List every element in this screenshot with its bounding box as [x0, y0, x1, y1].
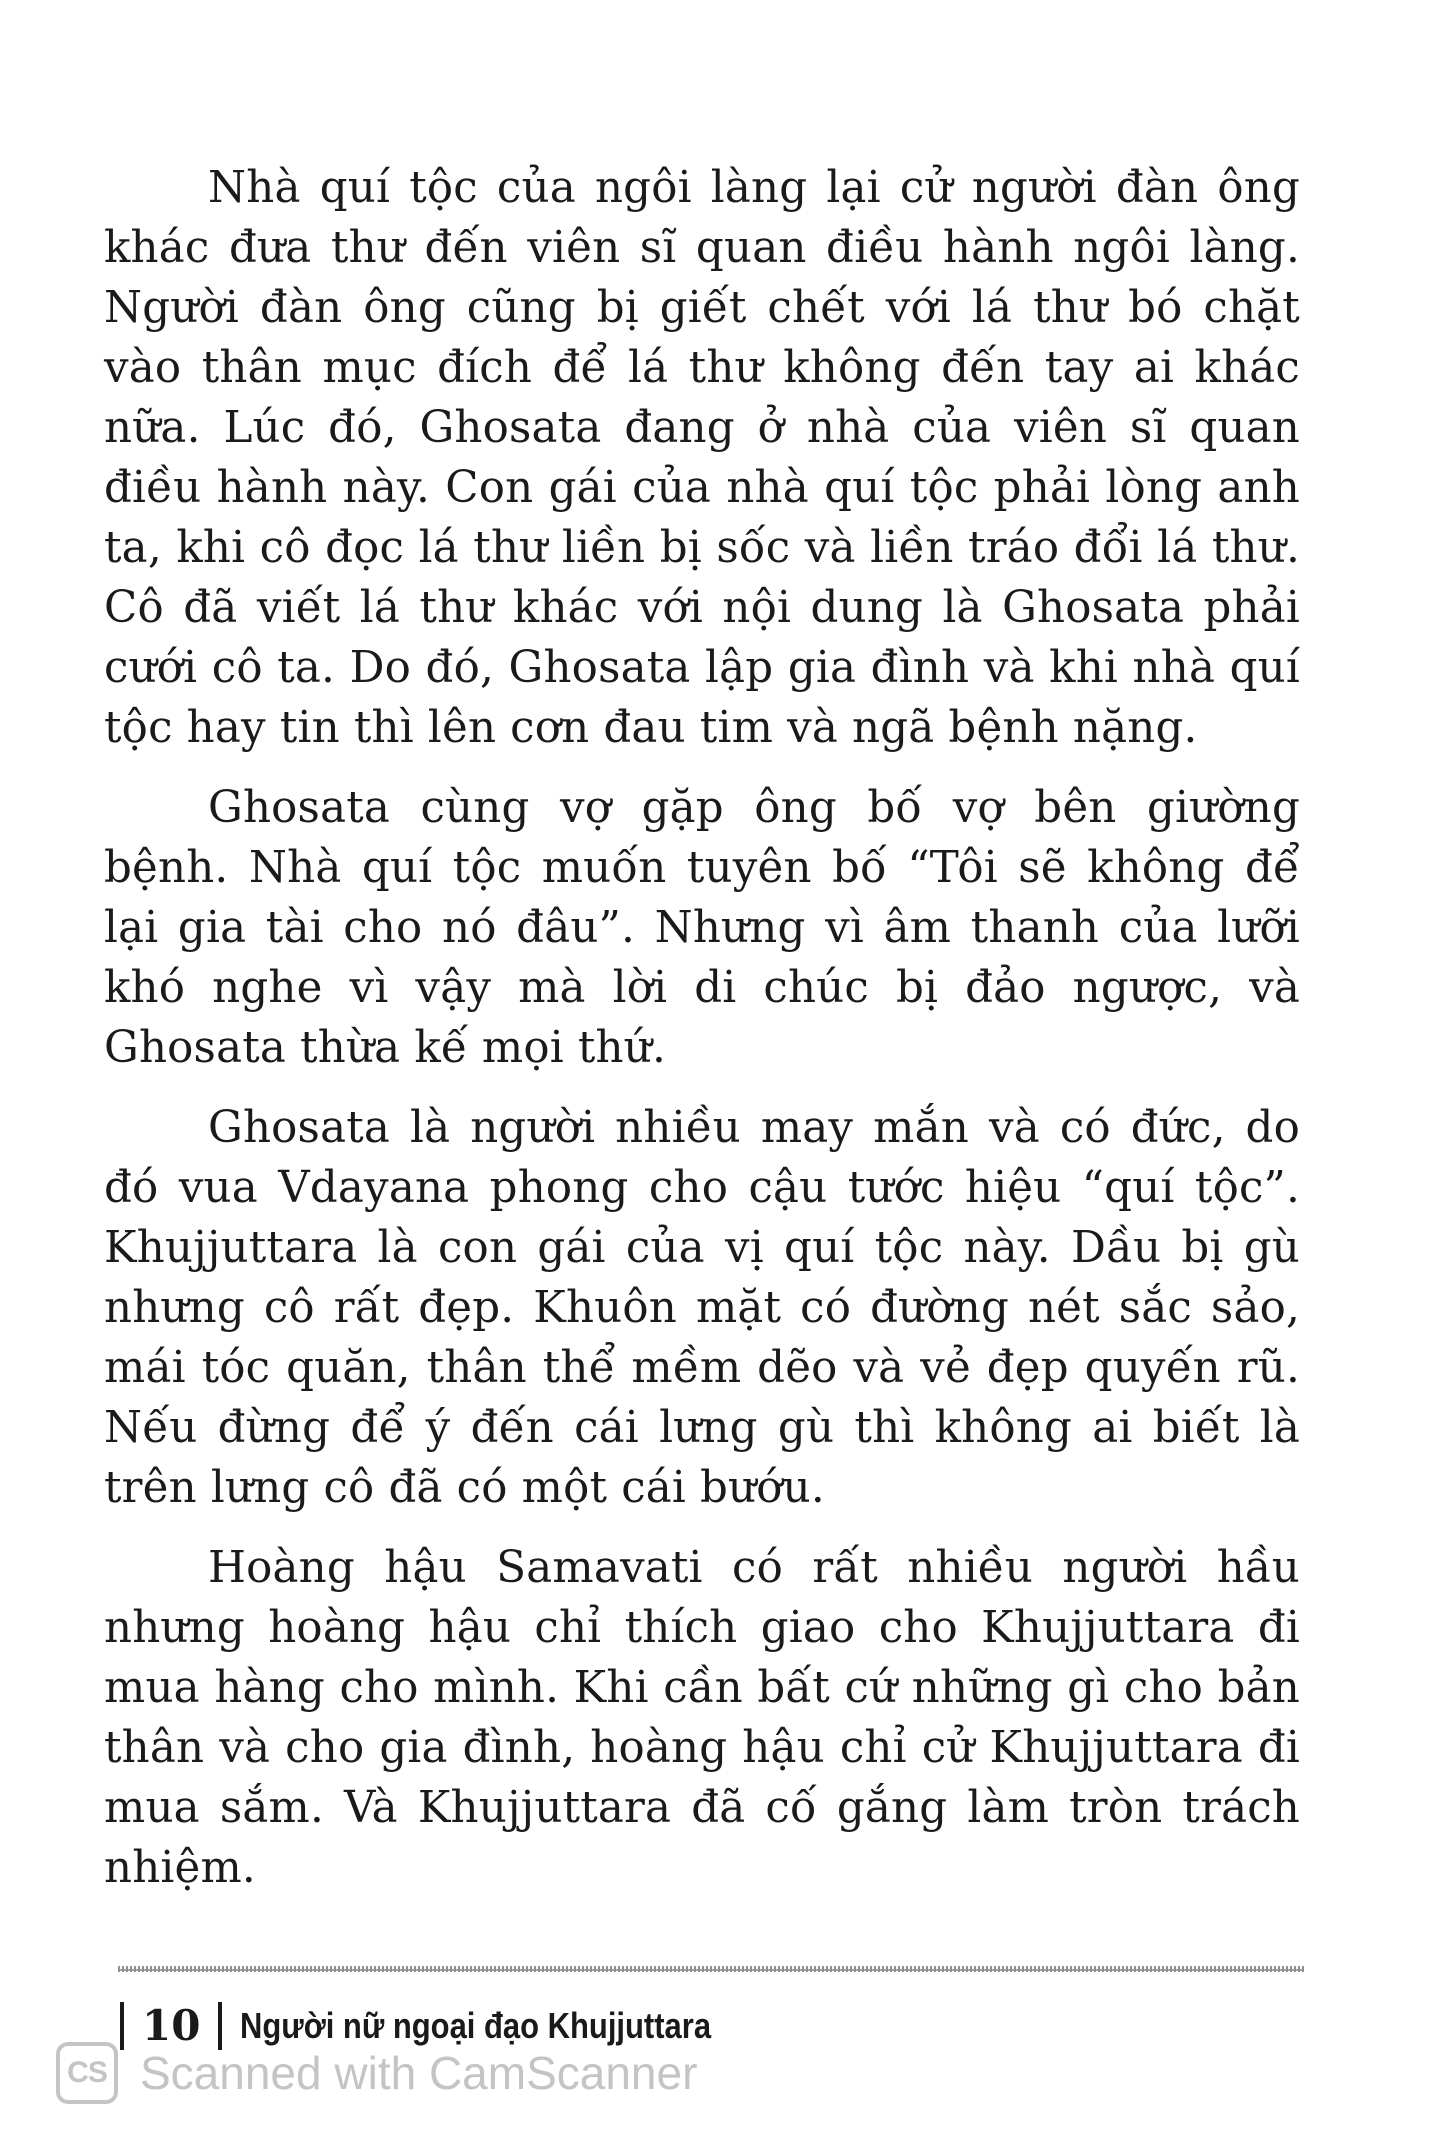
camscanner-logo-icon: CS	[56, 2042, 118, 2104]
footer-divider	[118, 1966, 1304, 1972]
scanner-watermark	[56, 2042, 697, 2104]
running-title: Người nữ ngoại đạo Khujjuttara	[240, 2005, 712, 2046]
watermark-text: Scanned with CamScanner	[140, 2047, 698, 2099]
paragraph-2: Ghosata cùng vợ gặp ông bố vợ bên giường bệnh. Nhà quí tộc muốn tuyên bố “Tôi sẽ không để lại gia tài cho nó đâu”. Nhưng vì âm thanh của lưỡi khó nghe vì vậy mà lời di chúc bị đảo ngược, và Ghosata thừa kế mọi thứ.	[104, 783, 1300, 1073]
paragraph-1: Nhà quí tộc của ngôi làng lại cử người đàn ông khác đưa thư đến viên sĩ quan điều hành ngôi làng. Người đàn ông cũng bị giết chết với lá thư bó chặt vào thân mục đích để lá thư không đến tay ai khác nữa. Lúc đó, Ghosata đang ở nhà của viên sĩ quan điều hành này. Con gái của nhà quí tộc phải lòng anh ta, khi cô đọc lá thư liền bị sốc và liền tráo đổi lá thư. Cô đã viết lá thư khác với nội dung là Ghosata phải cưới cô ta. Do đó, Ghosata lập gia đình và khi nhà quí tộc hay tin thì lên cơn đau tim và ngã bệnh nặng.	[104, 163, 1300, 753]
paragraph-4: Hoàng hậu Samavati có rất nhiều người hầu nhưng hoàng hậu chỉ thích giao cho Khujjuttara đi mua hàng cho mình. Khi cần bất cứ những gì cho bản thân và cho gia đình, hoàng hậu chỉ cử Khujjuttara đi mua sắm. Và Khujjuttara đã cố gắng làm tròn trách nhiệm.	[104, 1543, 1300, 1893]
paragraph-3: Ghosata là người nhiều may mắn và có đức, do đó vua Vdayana phong cho cậu tước hiệu “quí tộc”. Khujjuttara là con gái của vị quí tộc này. Dầu bị gù nhưng cô rất đẹp. Khuôn mặt có đường nét sắc sảo, mái tóc quăn, thân thể mềm dẽo và vẻ đẹp quyến rũ. Nếu đừng để ý đến cái lưng gù thì không ai biết là trên lưng cô đã có một cái bướu.	[104, 1103, 1300, 1513]
page-number: 10	[142, 2001, 201, 2050]
body-text	[104, 158, 1300, 1918]
